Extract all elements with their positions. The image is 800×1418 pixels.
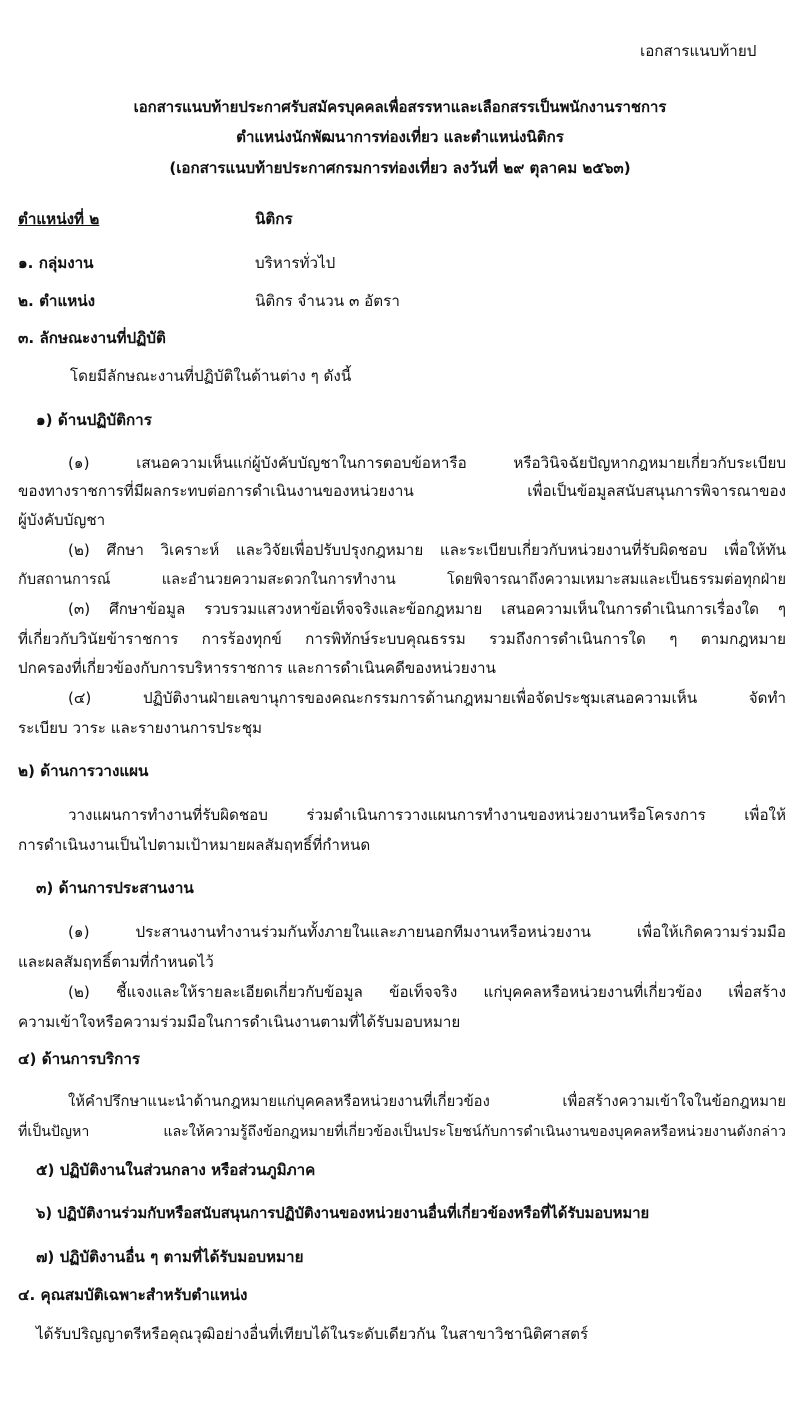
- group-value: บริหารทั่วไป: [255, 254, 336, 272]
- coordination-item-2-line-2: ความเข้าใจหรือความร่วมมือในการดำเนินงานตามที่ได้รับมอบหมาย: [18, 1013, 461, 1031]
- group-label: ๑. กลุ่มงาน: [18, 254, 94, 272]
- operations-heading: ๑) ด้านปฏิบัติการ: [36, 411, 152, 429]
- operations-item-3-line-3: ปกครองที่เกี่ยวข้องกับการบริหารราชการ และการดำเนินคดีของหน่วยงาน: [18, 659, 496, 677]
- operations-item-1-line-1: (๑) เสนอความเห็นแก่ผู้บังคับบัญชาในการตอบข้อหารือ หรือวินิจฉัยปัญหากฎหมายเกี่ยวกับระเบียบ: [68, 454, 786, 472]
- attachment-label: เอกสารแนบท้ายป: [640, 42, 757, 60]
- operations-item-4-line-1: (๔) ปฏิบัติงานฝ่ายเลขานุการของคณะกรรมการด้านกฎหมายเพื่อจัดประชุมเสนอความเห็น จัดทำ: [68, 689, 786, 707]
- service-text-line-1: ให้คำปรึกษาแนะนำด้านกฎหมายแก่บุคคลหรือหน่วยงานที่เกี่ยวข้อง เพื่อสร้างความเข้าใจในข้อกฎหมาย: [68, 1093, 786, 1110]
- title-line-1: เอกสารแนบท้ายประกาศรับสมัครบุคคลเพื่อสรรหาและเลือกสรรเป็นพนักงานราชการ: [133, 98, 667, 116]
- coordination-item-2-line-1: (๒) ชี้แจงและให้รายละเอียดเกี่ยวกับข้อมูล ข้อเท็จจริง แก่บุคคลหรือหน่วยงานที่เกี่ยวข้อง เพื่อสร้าง: [68, 983, 786, 1001]
- duty-item-5: ๕) ปฏิบัติงานในส่วนกลาง หรือส่วนภูมิภาค: [36, 1161, 316, 1179]
- duties-intro: โดยมีลักษณะงานที่ปฏิบัติในด้านต่าง ๆ ดังนี้: [70, 367, 352, 385]
- title-value: นิติกร จำนวน ๓ อัตรา: [255, 292, 400, 310]
- operations-item-3-line-1: (๓) ศึกษาข้อมูล รวบรวมแสวงหาข้อเท็จจริงและข้อกฎหมาย เสนอความเห็นในการดำเนินการเรื่องใด ๆ: [68, 600, 786, 618]
- planning-heading: ๒) ด้านการวางแผน: [18, 762, 149, 780]
- duty-item-7: ๗) ปฏิบัติงานอื่น ๆ ตามที่ได้รับมอบหมาย: [36, 1248, 304, 1266]
- duties-heading: ๓. ลักษณะงานที่ปฏิบัติ: [18, 329, 166, 347]
- title-line-2: ตำแหน่งนักพัฒนาการท่องเที่ยว และตำแหน่งนิติกร: [236, 128, 564, 146]
- position-value: นิติกร: [255, 210, 293, 228]
- operations-item-1-line-3: ผู้บังคับบัญชา: [18, 511, 106, 529]
- planning-text-line-1: วางแผนการทำงานที่รับผิดชอบ ร่วมดำเนินการวางแผนการทำงานของหน่วยงานหรือโครงการ เพื่อให้: [68, 806, 786, 824]
- service-heading: ๔) ด้านการบริการ: [18, 1050, 141, 1068]
- duty-item-6: ๖) ปฏิบัติงานร่วมกับหรือสนับสนุนการปฏิบัติงานของหน่วยงานอื่นที่เกี่ยวข้องหรือที่ได้รับมอบหมาย: [36, 1205, 650, 1222]
- operations-item-4-line-2: ระเบียบ วาระ และรายงานการประชุม: [18, 719, 263, 737]
- operations-item-1-line-2: ของทางราชการที่มีผลกระทบต่อการดำเนินงานของหน่วยงาน เพื่อเป็นข้อมูลสนับสนุนการพิจารณาของ: [18, 482, 786, 500]
- operations-item-3-line-2: ที่เกี่ยวกับวินัยข้าราชการ การร้องทุกข์ การพิทักษ์ระบบคุณธรรม รวมถึงการดำเนินการใด ๆ ตามกฎหมาย: [18, 630, 786, 648]
- operations-item-2-line-2: กับสถานการณ์ และอำนวยความสะดวกในการทำงาน โดยพิจารณาถึงความเหมาะสมและเป็นธรรมต่อทุกฝ่าย: [18, 571, 786, 588]
- coordination-item-1-line-1: (๑) ประสานงานทำงานร่วมกันทั้งภายในและภายนอกทีมงานหรือหน่วยงาน เพื่อให้เกิดความร่วมมือ: [68, 923, 786, 941]
- operations-item-2-line-1: (๒) ศึกษา วิเคราะห์ และวิจัยเพื่อปรับปรุงกฎหมาย และระเบียบเกี่ยวกับหน่วยงานที่รับผิดชอบ เพื่อให้ทัน: [68, 541, 786, 559]
- title-line-3: (เอกสารแนบท้ายประกาศกรมการท่องเที่ยว ลงวันที่ ๒๙ ตุลาคม ๒๕๖๓): [169, 159, 631, 177]
- planning-text-line-2: การดำเนินงานเป็นไปตามเป้าหมายผลสัมฤทธิ์ที่กำหนด: [18, 836, 371, 854]
- qualifications-heading: ๔. คุณสมบัติเฉพาะสำหรับตำแหน่ง: [18, 1286, 248, 1304]
- position-label: ตำแหน่งที่ ๒: [18, 210, 100, 228]
- qualifications-text: ได้รับปริญญาตรีหรือคุณวุฒิอย่างอื่นที่เทียบได้ในระดับเดียวกัน ในสาขาวิชานิติศาสตร์: [36, 1325, 589, 1343]
- coordination-heading: ๓) ด้านการประสานงาน: [36, 879, 194, 897]
- title-label: ๒. ตำแหน่ง: [18, 292, 96, 310]
- coordination-item-1-line-2: และผลสัมฤทธิ์ตามที่กำหนดไว้: [18, 953, 214, 971]
- service-text-line-2: ที่เป็นปัญหา และให้ความรู้ถึงข้อกฎหมายที่เกี่ยวข้องเป็นประโยชน์กับการดำเนินงานของบุคคลหรือหน่วยงานดังกล่าว: [18, 1124, 786, 1140]
